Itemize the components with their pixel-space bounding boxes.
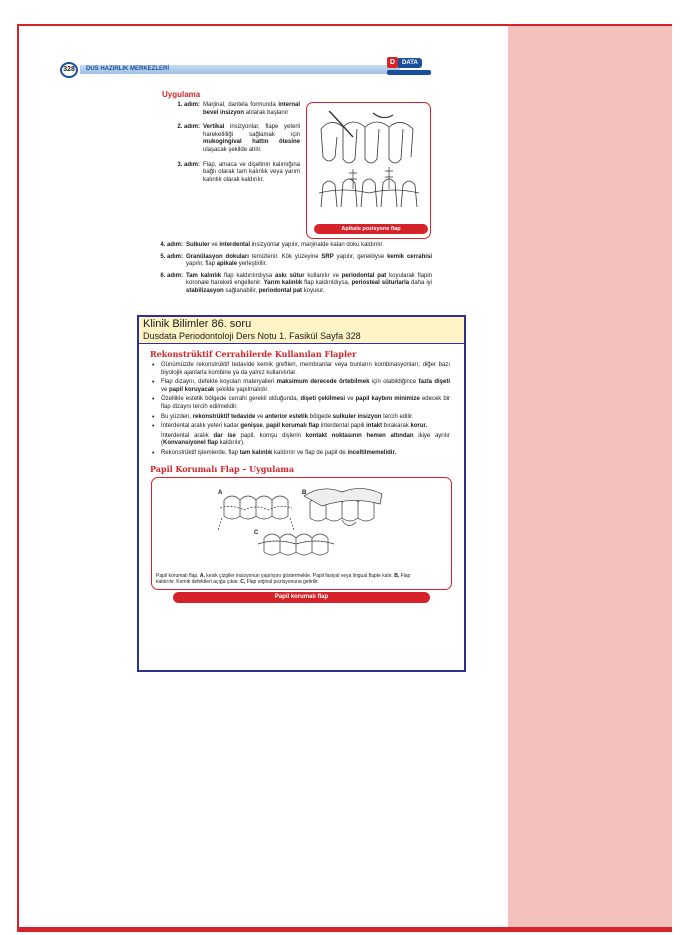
- step-text: Sulkuler ve interdental insizyonlar yapılır, marjinalde kalan doku kaldırılır.: [186, 242, 384, 248]
- page-number: 328: [60, 62, 78, 78]
- papil-flap-illustration: [192, 482, 412, 560]
- step-text: Granülasyon dokuları temizlenir. Kök yüzeyine SRP yapılır, gerekliyse kemik cerrahisi yapılır, flap apikale yerleştirilir.: [186, 253, 432, 268]
- rekonstruktif-bullet-list: [149, 362, 454, 458]
- uygulama-title: Uygulama: [162, 90, 201, 99]
- step-label: 1. adım:: [177, 102, 200, 108]
- steps-list-wide: [153, 242, 432, 300]
- rekonstruktif-section-title: Rekonstrüktif Cerrahilerde Kullanılan Flapler: [150, 349, 357, 359]
- step-label: 6. adım:: [160, 272, 183, 279]
- overlay-title: Klinik Bilimler 86. soru: [143, 318, 252, 330]
- bullet-item: • Bu yüzden, rekonstrüktif tedavide ve anterior estetik bölgede sulkuler insizyon tercih edilir.: [161, 414, 450, 422]
- side-panel: [508, 26, 672, 927]
- step-text: Marjinal, dantela formunda internal bevel insizyon atılarak başlanır: [203, 102, 300, 116]
- step-item: [153, 242, 432, 250]
- apical-flap-figure: [306, 102, 431, 239]
- step-label: 4. adım:: [160, 242, 183, 248]
- bullet-item: • Flap dizaynı, defekte koyulan materyalleri maksimum derecede örtebilmek için olabildiğince fazla dişeti ve papil koruyacak şekilde yapılmalıdır.: [161, 379, 450, 394]
- step-text: Flap, amaca ve dişetinin kalınlığına bağlı olarak tam kalınlık veya yarım kalınlık olarak kaldırılır.: [203, 161, 300, 183]
- figure-label-c: C: [254, 529, 259, 536]
- overlay-subtitle: Dusdata Periodontoloji Ders Notu 1. Fasikül Sayfa 328: [143, 331, 361, 341]
- figure-label-b: B: [302, 489, 307, 496]
- papil-section-title: Papil Korumalı Flap – Uygulama: [150, 463, 295, 474]
- step-item: [153, 273, 432, 296]
- step-item: [153, 254, 432, 269]
- header-band-text: DUS HAZIRLIK MERKEZLERİ: [86, 66, 169, 72]
- bullet-item: • Özellikle estetik bölgede cerrahi gerekli olduğunda, dişeti çekilmesi ve papil kaybını minimize edecek bir flap dizaynı tercih edilmelidir.: [161, 396, 450, 411]
- logo-underbar: [387, 70, 431, 75]
- bullet-item: İnterdental aralık dar ise papil, komşu dişlerin kontakt noktasının hemen altından ikiye ayrılır (Konvansiyonel flap kaldırılır).: [161, 432, 450, 447]
- overlay-header: [139, 317, 464, 344]
- apical-flap-illustration: [313, 107, 425, 219]
- bullet-item: • İnterdental aralık yeteri kadar genişse, papil korumalı flap interdental papili intakt bırakarak korur.: [161, 423, 450, 431]
- step-label: 3. adım:: [177, 161, 200, 168]
- step-label: 5. adım:: [160, 253, 183, 260]
- papil-flap-figure: [151, 477, 452, 590]
- step-item: [170, 162, 300, 185]
- question-overlay: [137, 315, 466, 672]
- apical-flap-caption: Apikale pozisyone flap: [314, 224, 428, 234]
- step-label: 2. adım:: [177, 124, 200, 131]
- bullet-item: • Günümüzde rekonstrüktif tedavide kemik greftleri, membranlar veya bunların kombinasyonları; diğer bazı biyolojik ajanlarla kombine ya da yalnız kullanılırlar.: [161, 362, 450, 377]
- step-item: [170, 102, 300, 117]
- dusdata-logo: [387, 56, 437, 80]
- overlay-body: [139, 344, 464, 603]
- steps-list-narrow: [170, 102, 300, 191]
- logo-letter: D: [387, 57, 398, 68]
- step-text: Vertikal insizyonlar, flape yeterli hareketliliği sağlamak için mukogingival hattın ötesine ulaşacak şekilde atılır.: [203, 124, 300, 153]
- step-text: Tam kalınlık flap kaldırılırdıysa askı sütur kullanılır ve periodontal pat koyularak flapin koronale hareketi engellenir. Yarım kalınlık flap kaldırıldıysa, periosteal süturlarla daha iyi stabilizasyon sağlanabilir, periodontal pat koyulur.: [186, 272, 432, 294]
- papil-figure-text: Papil korumalı flap. A, kesik çizgiler insizyonun yapılışını göstermekte. Papil fasiyal veya lingual flapte kalır. B, Flap kaldırılır. Kemik defektleri açığa çıkar. C, Flap orijinal pozisyonuna getirilir.: [156, 572, 411, 585]
- logo-word: DATA: [398, 58, 422, 68]
- step-item: [170, 124, 300, 154]
- page-header: [60, 59, 450, 78]
- bullet-item: • Rekonstrüktif işlemlerde, flap tam kalınlık kaldırılır ve flap de papil de inceltilmemelidir.: [161, 450, 450, 458]
- papil-flap-caption: Papil korumalı flap: [173, 592, 430, 603]
- figure-label-a: A: [218, 489, 223, 496]
